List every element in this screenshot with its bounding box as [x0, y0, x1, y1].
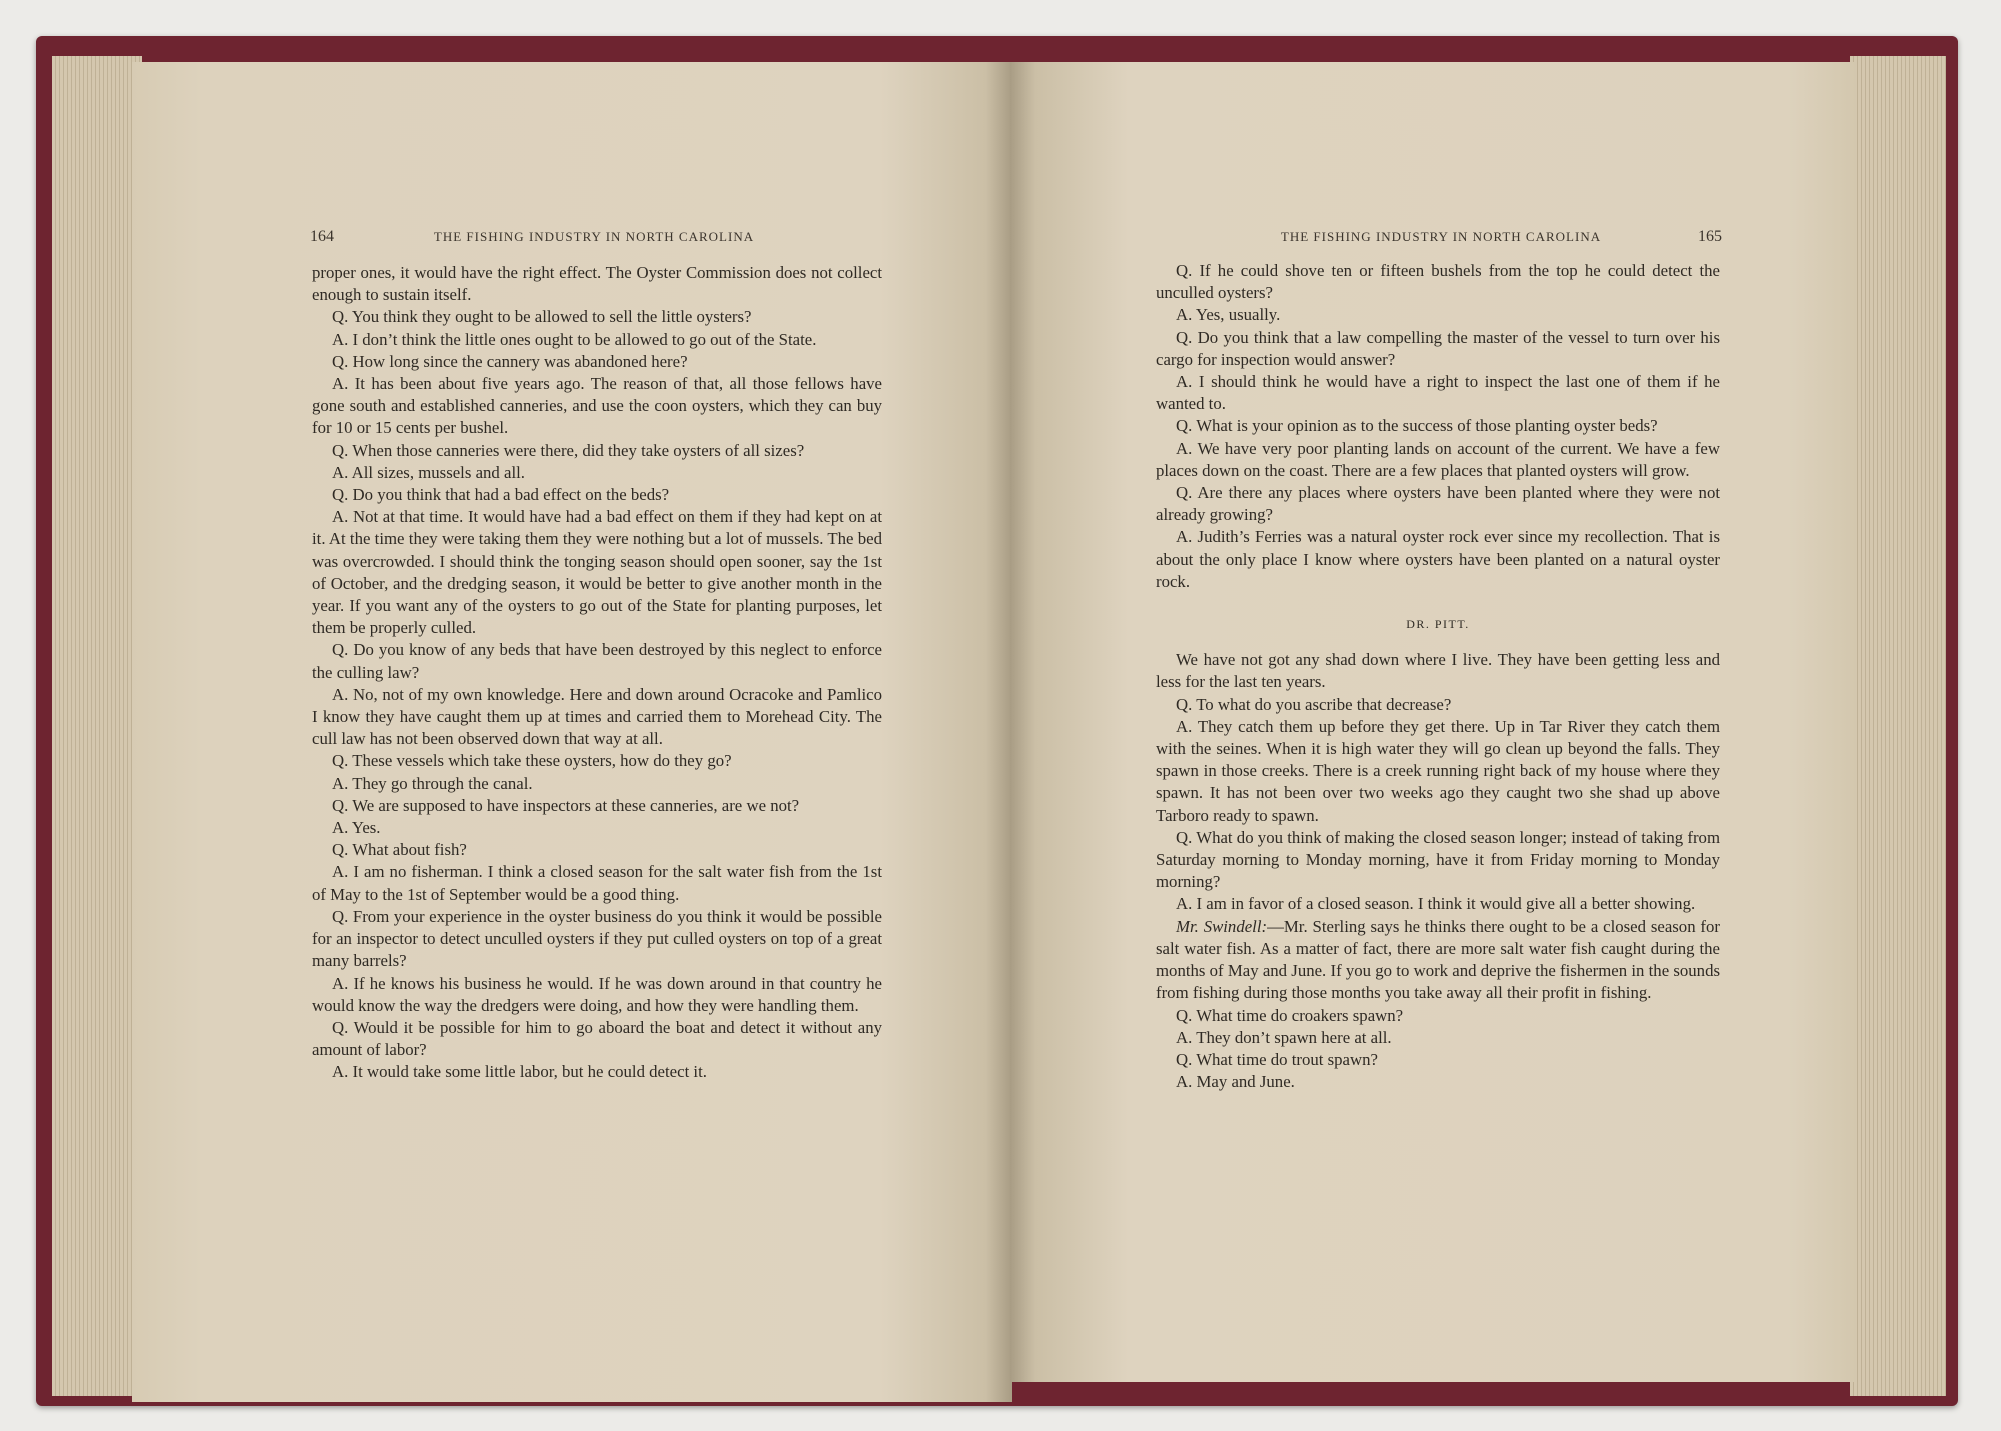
paragraph: Q. When those canneries were there, did they take oysters of all sizes? — [332, 440, 805, 460]
left-page — [132, 62, 1012, 1402]
section-heading: DR. PITT. — [1406, 617, 1470, 632]
paragraph: A. All sizes, mussels and all. — [332, 462, 525, 482]
paragraph: We have not got any shad down where I live. They have been getting less and less for the last ten years. — [1156, 650, 1720, 692]
paragraph: Q. These vessels which take these oysters, how do they go? — [332, 751, 732, 771]
right-page-edges — [1850, 56, 1946, 1396]
paragraph: A. If he knows his business he would. If he was down around in that country he would know the way the dredgers were doing, and how they were handling them. — [312, 973, 882, 1015]
paragraph: A. Judith’s Ferries was a natural oyster rock ever since my recollection. That is about the only place I know where oysters have been planted on a natural oyster rock. — [1156, 527, 1720, 591]
paragraph: A. No, not of my own knowledge. Here and down around Ocracoke and Pamlico I know they have caught them up at times and carried them to Morehead City. The cull law has not been observed down that way at all. — [312, 684, 882, 749]
paragraph: Q. What is your opinion as to the success of those planting oyster beds? — [1176, 416, 1658, 436]
paragraph: A. We have very poor planting lands on account of the current. We have a few places down on the coast. There are a few places that planted oysters will grow. — [1156, 438, 1720, 480]
right-running-head — [1154, 228, 1722, 246]
paragraph: A. May and June. — [1176, 1072, 1295, 1092]
paragraph: Q. How long since the cannery was abandoned here? — [332, 351, 688, 371]
paragraph: A. Yes, usually. — [1176, 305, 1281, 325]
paragraph: A. I am no fisherman. I think a closed season for the salt water fish from the 1st of May to the 1st of September would be a good thing. — [312, 862, 882, 904]
left-text-column — [312, 262, 882, 1084]
paragraph: A. I should think he would have a right to inspect the last one of them if he wanted to. — [1156, 372, 1720, 414]
paragraph: A. I am in favor of a closed season. I think it would give all a better showing. — [1176, 894, 1696, 914]
speaker-text: —Mr. Sterling says he thinks there ought to be a closed season for salt water fish. As a matter of fact, there are more salt water fish caught during the months of May and June. If you go to work and deprive the fishermen in the sounds from fishing during those months you take away all their profit in fishing. — [1156, 916, 1720, 1003]
paragraph: proper ones, it would have the right effect. The Oyster Commission does not collect enough to sustain itself. — [312, 263, 882, 305]
paragraph: A. They catch them up before they get there. Up in Tar River they catch them with the seines. When it is high water they will go clean up beyond the falls. They spawn in those creeks. There is a creek running right back of my house where they spawn. It has not been over two weeks ago they caught two she shad up above Tarboro ready to spawn. — [1156, 716, 1720, 825]
right-running-title: THE FISHING INDUSTRY IN NORTH CAROLINA — [1280, 229, 1602, 244]
paragraph: Q. Do you think that had a bad effect on the beds? — [332, 485, 670, 505]
paragraph: Q. What time do croakers spawn? — [1176, 1005, 1404, 1025]
paragraph: A. They don’t spawn here at all. — [1176, 1027, 1392, 1047]
paragraph: A. Not at that time. It would have had a bad effect on them if they had kept on at it. At the time they were taking them they were nothing but a lot of mussels. The bed was overcrowded. I should think the tonging season should open sooner, say the 1st of October, and the dredging season, it would be better to give another month in the year. If you want any of the oysters to go out of the State for planting purposes, let them be properly culled. — [312, 507, 882, 638]
paragraph: A. It has been about five years ago. The reason of that, all those fellows have gone south and established canneries, and use the coon oysters, which they can buy for 10 or 15 cents per bushel. — [312, 374, 882, 438]
paragraph: Q. What do you think of making the closed season longer; instead of taking from Saturday morning to Monday morning, have it from Friday morning to Monday morning? — [1156, 827, 1720, 892]
paragraph: Q. Do you know of any beds that have been destroyed by this neglect to enforce the culling law? — [312, 640, 882, 682]
paragraph: Q. From your experience in the oyster business do you think it would be possible for an inspector to detect unculled oysters if they put culled oysters on top of a great many barrels? — [312, 906, 882, 971]
paragraph: Q. You think they ought to be allowed to sell the little oysters? — [332, 307, 752, 327]
right-page-number: 165 — [1698, 228, 1722, 245]
left-page-number: 164 — [310, 228, 334, 245]
paragraph: A. They go through the canal. — [332, 773, 533, 793]
paragraph — [1156, 916, 1720, 1005]
paragraph: Q. What time do trout spawn? — [1176, 1049, 1378, 1069]
right-text-column — [1156, 260, 1720, 1093]
paragraph: Q. What about fish? — [332, 840, 467, 860]
paragraph: Q. To what do you ascribe that decrease? — [1176, 694, 1452, 714]
paragraph: Q. Would it be possible for him to go aboard the boat and detect it without any amount of labor? — [312, 1017, 882, 1060]
paragraph: Q. Do you think that a law compelling the master of the vessel to turn over his cargo for inspection would answer? — [1156, 327, 1720, 369]
left-running-title: THE FISHING INDUSTRY IN NORTH CAROLINA — [433, 229, 755, 244]
paragraph: Q. If he could shove ten or fifteen bushels from the top he could detect the unculled oysters? — [1156, 261, 1720, 303]
paragraph: A. Yes. — [332, 818, 381, 838]
speaker-name: Mr. Swindell: — [1176, 916, 1268, 936]
paragraph: Q. Are there any places where oysters have been planted where they were not already growing? — [1156, 483, 1720, 525]
right-page — [1010, 62, 1856, 1382]
left-page-edges — [52, 56, 142, 1396]
paragraph: A. It would take some little labor, but he could detect it. — [332, 1062, 707, 1082]
paragraph: A. I don’t think the little ones ought to be allowed to go out of the State. — [332, 329, 817, 349]
left-running-head — [310, 228, 884, 246]
paragraph: Q. We are supposed to have inspectors at these canneries, are we not? — [332, 795, 800, 815]
